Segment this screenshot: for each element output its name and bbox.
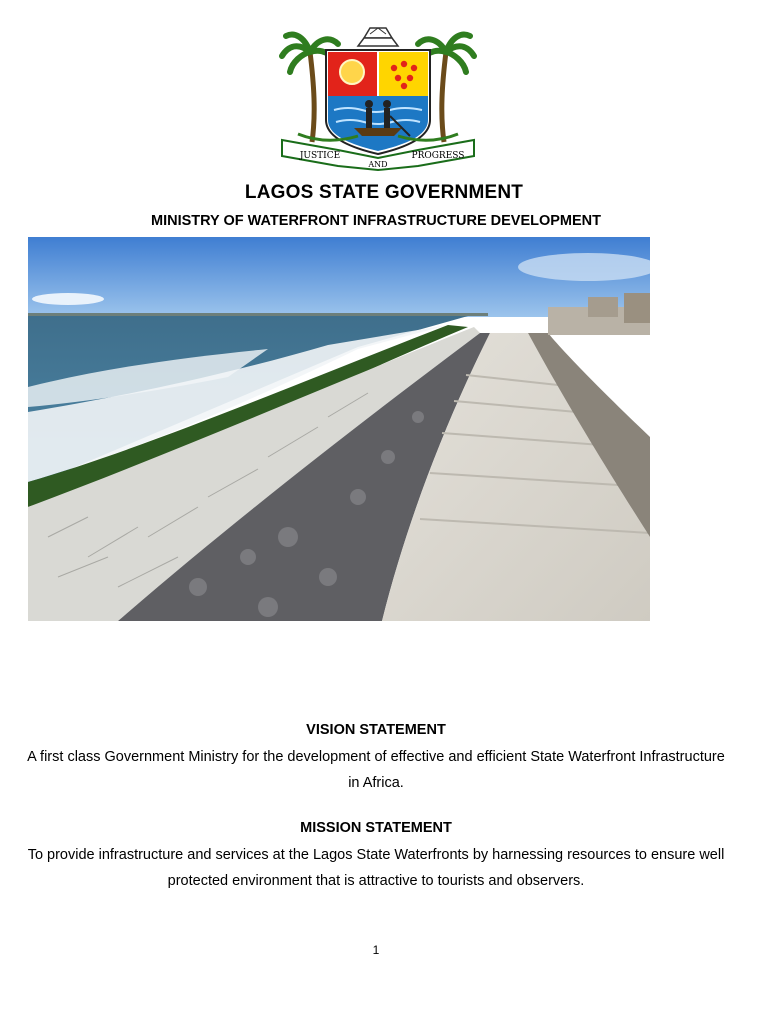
mission-heading: MISSION STATEMENT <box>300 820 452 836</box>
motto-justice: JUSTICE <box>299 151 341 161</box>
ministry-subtitle: MINISTRY OF WATERFRONT INFRASTRUCTURE DEVELOPMENT <box>150 213 602 229</box>
page-title: LAGOS STATE GOVERNMENT <box>244 182 524 203</box>
vision-heading: VISION STATEMENT <box>306 722 446 738</box>
motto-and: AND <box>368 160 388 169</box>
mission-text: To provide infrastructure and services at the Lagos State Waterfronts by harnessing resources to ensure well protected environment that is attractive to tourists and observers. <box>27 847 725 889</box>
motto-progress: PROGRESS <box>411 151 465 161</box>
coat-of-arms-logo <box>278 24 478 172</box>
waterfront-photo <box>28 237 650 621</box>
page-number: 1 <box>372 943 380 957</box>
vision-text: A first class Government Ministry for the development of effective and efficient State Waterfront Infrastructure in Africa. <box>27 749 725 791</box>
